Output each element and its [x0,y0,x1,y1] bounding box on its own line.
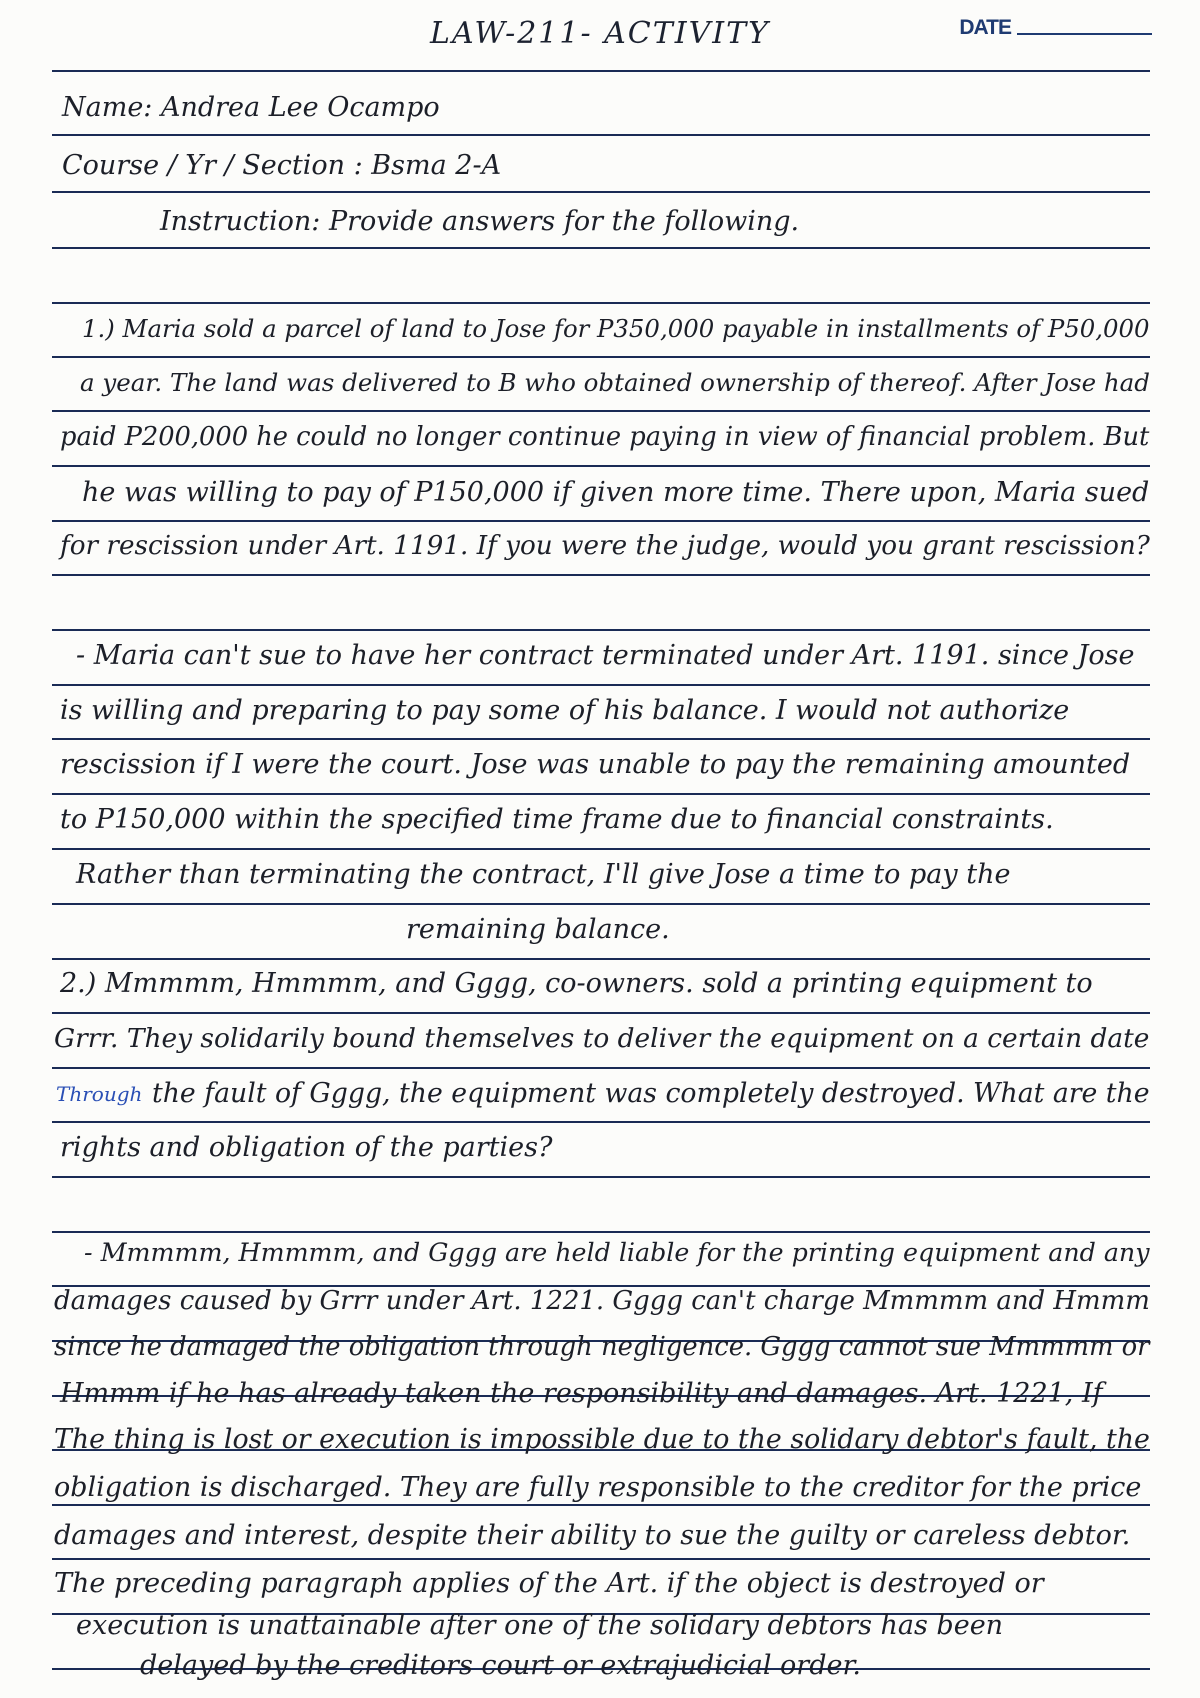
date-label: DATE [959,16,1011,39]
ruled-line [52,465,1150,467]
question-2-line: rights and obligation of the parties? [60,1132,553,1163]
ruled-line [52,356,1150,358]
ruled-line [52,191,1150,193]
date-blank-line [1017,33,1152,35]
answer-2-line: execution is unattainable after one of the solidary debtors has been [76,1610,1004,1641]
answer-2-line: Hmmm if he has already taken the responsibility and damages. Art. 1221, If [60,1378,1103,1409]
question-1-line: paid P200,000 he could no longer continue paying in view of financial problem. But [60,422,1150,452]
question-2-line: 2.) Mmmmm, Hmmmm, and Gggg, co-owners. sold a printing equipment to [60,968,1093,999]
question-2-line: the fault of Gggg, the equipment was completely destroyed. What are the [152,1078,1150,1109]
answer-1-line: - Maria can't sue to have her contract terminated under Art. 1191. since Jose [76,640,1135,671]
student-name: Name: Andrea Lee Ocampo [62,92,440,123]
answer-2-line: The preceding paragraph applies of the Art. if the object is destroyed or [54,1568,1044,1599]
answer-2-line: The thing is lost or execution is impossible due to the solidary debtor's fault, the [54,1424,1150,1455]
question-2-line: Grrr. They solidarily bound themselves to deliver the equipment on a certain date [54,1023,1150,1054]
ruled-line [52,247,1150,249]
ruled-line [52,903,1150,905]
question-1-line: he was willing to pay of P150,000 if given more time. There upon, Maria sued [82,477,1150,508]
answer-2-line: obligation is discharged. They are fully responsible to the creditor for the price [54,1472,1142,1503]
answer-1-line: rescission if I were the court. Jose was unable to pay the remaining amounted [60,749,1131,780]
answer-2-line: damages caused by Grrr under Art. 1221. Gggg can't charge Mmmmm and Hmmm [54,1286,1150,1316]
answer-1-line: remaining balance. [406,914,670,945]
ruled-line [52,302,1150,304]
instruction-text: Instruction: Provide answers for the following. [160,206,800,237]
ruled-line [52,793,1150,795]
answer-1-line: Rather than terminating the contract, I'll give Jose a time to pay the [76,859,1011,890]
ruled-line [52,848,1150,850]
ruled-line [52,1231,1150,1233]
answer-2-line: delayed by the creditors court or extrajudicial order. [140,1650,861,1681]
margin-insertion: Through [56,1082,143,1106]
ruled-line [52,1067,1150,1069]
answer-1-line: is willing and preparing to pay some of his balance. I would not authorize [60,695,1070,726]
page-title: LAW-211- ACTIVITY [430,16,770,51]
ruled-line [52,1012,1150,1014]
ruled-line [52,1176,1150,1178]
answer-2-line: - Mmmmm, Hmmmm, and Gggg are held liable for the printing equipment and any [84,1238,1150,1267]
ruled-line [52,629,1150,631]
answer-1-line: to P150,000 within the specified time frame due to financial constraints. [60,804,1054,835]
ruled-line [52,410,1150,412]
ruled-line [52,1121,1150,1123]
date-field [959,16,1152,40]
ruled-line [52,1558,1150,1560]
ruled-line [52,70,1150,72]
ruled-line [52,738,1150,740]
ruled-line [52,958,1150,960]
ruled-line [52,520,1150,522]
answer-2-line: damages and interest, despite their ability to sue the guilty or careless debtor. [54,1520,1131,1551]
question-1-line: a year. The land was delivered to B who obtained ownership of thereof. After Jose had [80,368,1150,397]
answer-2-line: since he damaged the obligation through negligence. Gggg cannot sue Mmmmm or [54,1332,1150,1362]
question-1-line: for rescission under Art. 1191. If you were the judge, would you grant rescission? [60,531,1150,561]
ruled-line [52,134,1150,136]
course-section: Course / Yr / Section : Bsma 2-A [62,150,502,181]
ruled-line [52,574,1150,576]
ruled-line [52,1504,1150,1506]
question-1-line: 1.) Maria sold a parcel of land to Jose for P350,000 payable in installments of P50,000 [82,314,1150,343]
ruled-line [52,684,1150,686]
